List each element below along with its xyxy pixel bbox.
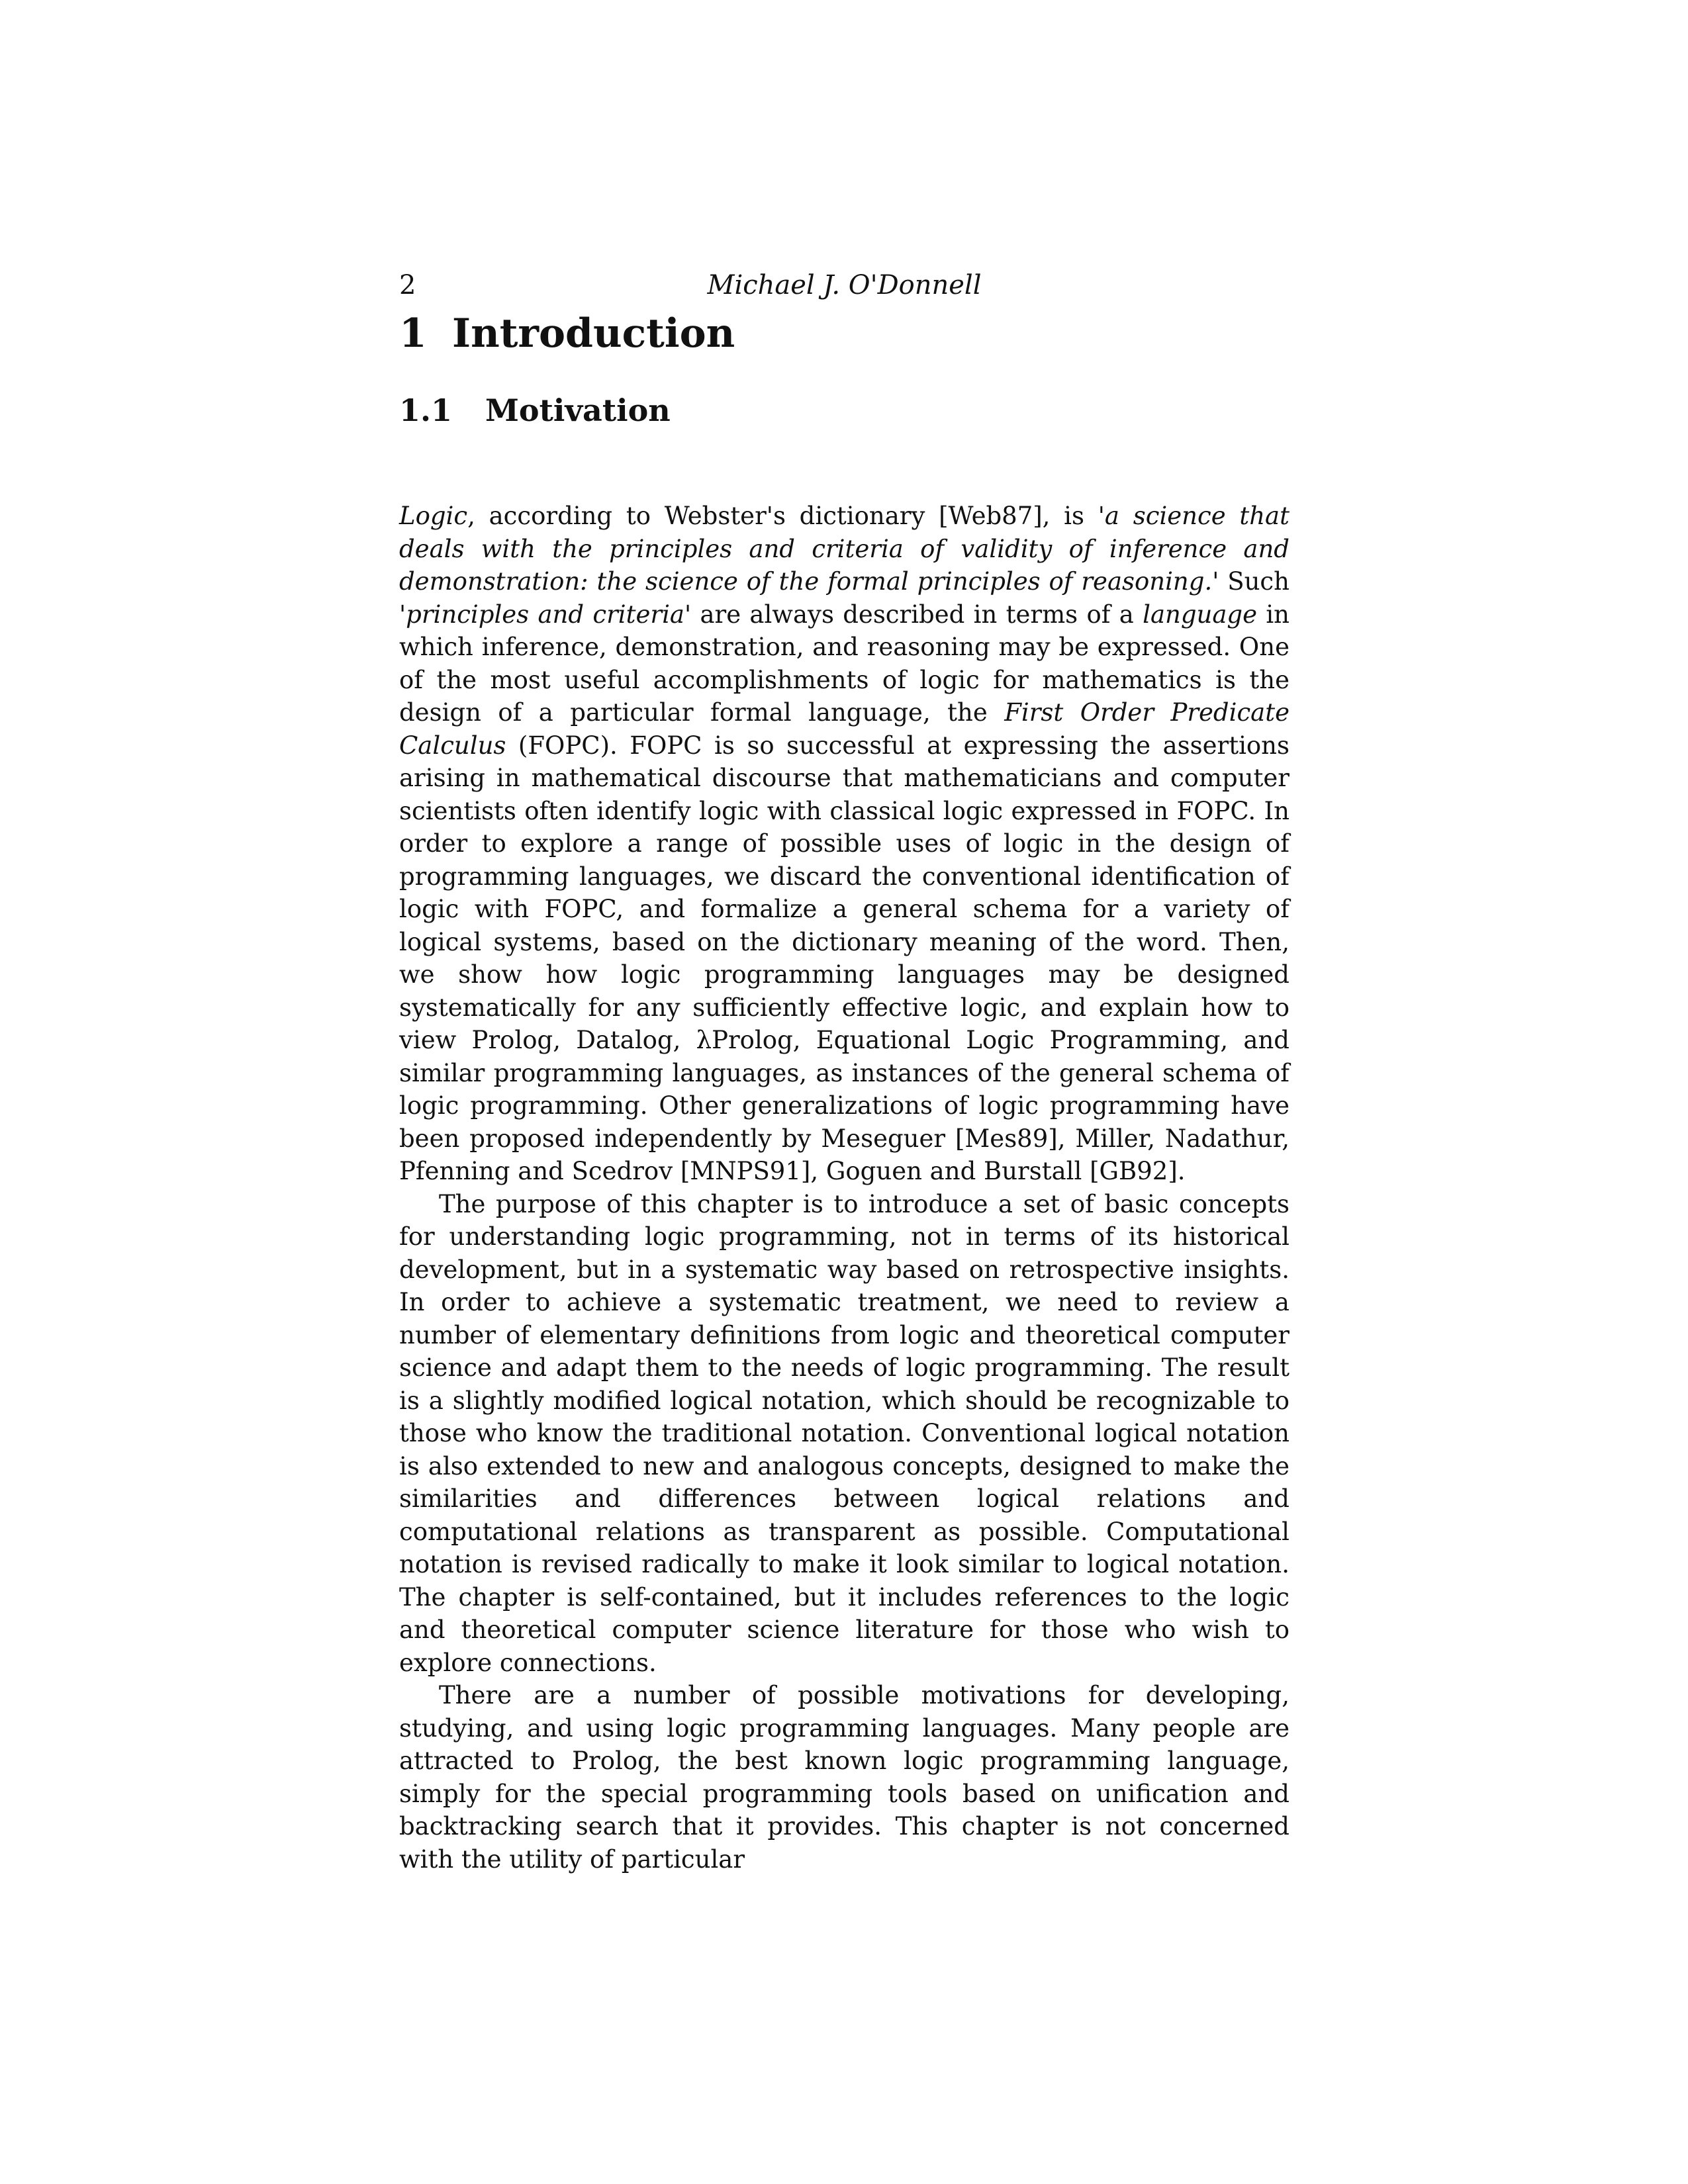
term-fopc: First Order Predicate Calculus <box>399 698 1289 760</box>
body-text <box>399 500 1289 1876</box>
running-header <box>399 268 1289 302</box>
paragraph-1 <box>399 500 1289 1188</box>
chapter-number: 1 <box>399 310 427 357</box>
paragraph-1-text-a: , according to Webster's dictionary [Web87], is <box>467 502 1098 530</box>
paragraph-2: The purpose of this chapter is to introduce a set of basic concepts for understanding logic programming, not in terms of its historical development, but in a systematic way based on retrospective insights. In order to achieve a systematic treatment, we need to review a number of elementary definitions from logic and theoretical computer science and adapt them to the needs of logic programming. The result is a slightly modified logical notation, which should be recognizable to those who know the traditional notation. Conventional logical notation is also extended to new and analogous concepts, designed to make the similarities and differences between logical relations and computational relations as transparent as possible. Computational notation is revised radically to make it look similar to logical notation. The chapter is self-contained, but it includes references to the logic and theoretical computer science literature for those who wish to explore connections. <box>399 1189 1289 1677</box>
principles-criteria-quote: 'principles and criteria' <box>399 600 692 629</box>
term-language: language <box>1143 600 1258 629</box>
paragraph-3: There are a number of possible motivations for developing, studying, and using logic programming languages. Many people are attracted to Prolog, the best known logic programming language, simply for the special programming tools based on unification and backtracking search that it provides. This chapter is not concerned with the utility of particular <box>399 1681 1289 1874</box>
section-title: Motivation <box>485 392 671 428</box>
chapter-title: Introduction <box>452 310 735 357</box>
paragraph-1-text-b: Such <box>1219 567 1289 596</box>
paragraph-1-text-d: in which inference, demonstration, and reasoning may be expressed. One of the most useful accomplishments of logic for mathematics is the design of a particular formal language, the <box>399 600 1289 727</box>
paragraph-1-text-e: (FOPC). FOPC is so successful at expressing the assertions arising in mathematical discourse that mathematicians and computer scientists often identify logic with classical logic expressed in FOPC. In order to explore a range of possible uses of logic in the design of programming languages, we discard the conventional identification of logic with FOPC, and formalize a general schema for a variety of logical systems, based on the dictionary meaning of the word. Then, we show how logic programming languages may be designed systematically for any sufficiently effective logic, and explain how to view Prolog, Datalog, λProlog, Equational Logic Programming, and similar programming languages, as instances of the general schema of logic programming. Other generalizations of logic programming have been proposed independently by Meseguer [Mes89], Miller, Nadathur, Pfenning and Scedrov [MNPS91], Goguen and Burstall [GB92]. <box>399 731 1289 1185</box>
paragraph-1-text-c: are always described in terms of a <box>691 600 1143 629</box>
page-number: 2 <box>399 270 416 300</box>
running-header-author: Michael J. O'Donnell <box>707 270 982 300</box>
term-logic: Logic <box>399 502 468 530</box>
webster-definition-quote: 'a science that deals with the principles and criteria of validity of inference and demonstration: the science of the formal principles of reasoning.' <box>399 502 1289 596</box>
chapter-heading <box>399 308 1289 359</box>
section-heading <box>399 390 1289 430</box>
section-number: 1.1 <box>399 392 453 428</box>
